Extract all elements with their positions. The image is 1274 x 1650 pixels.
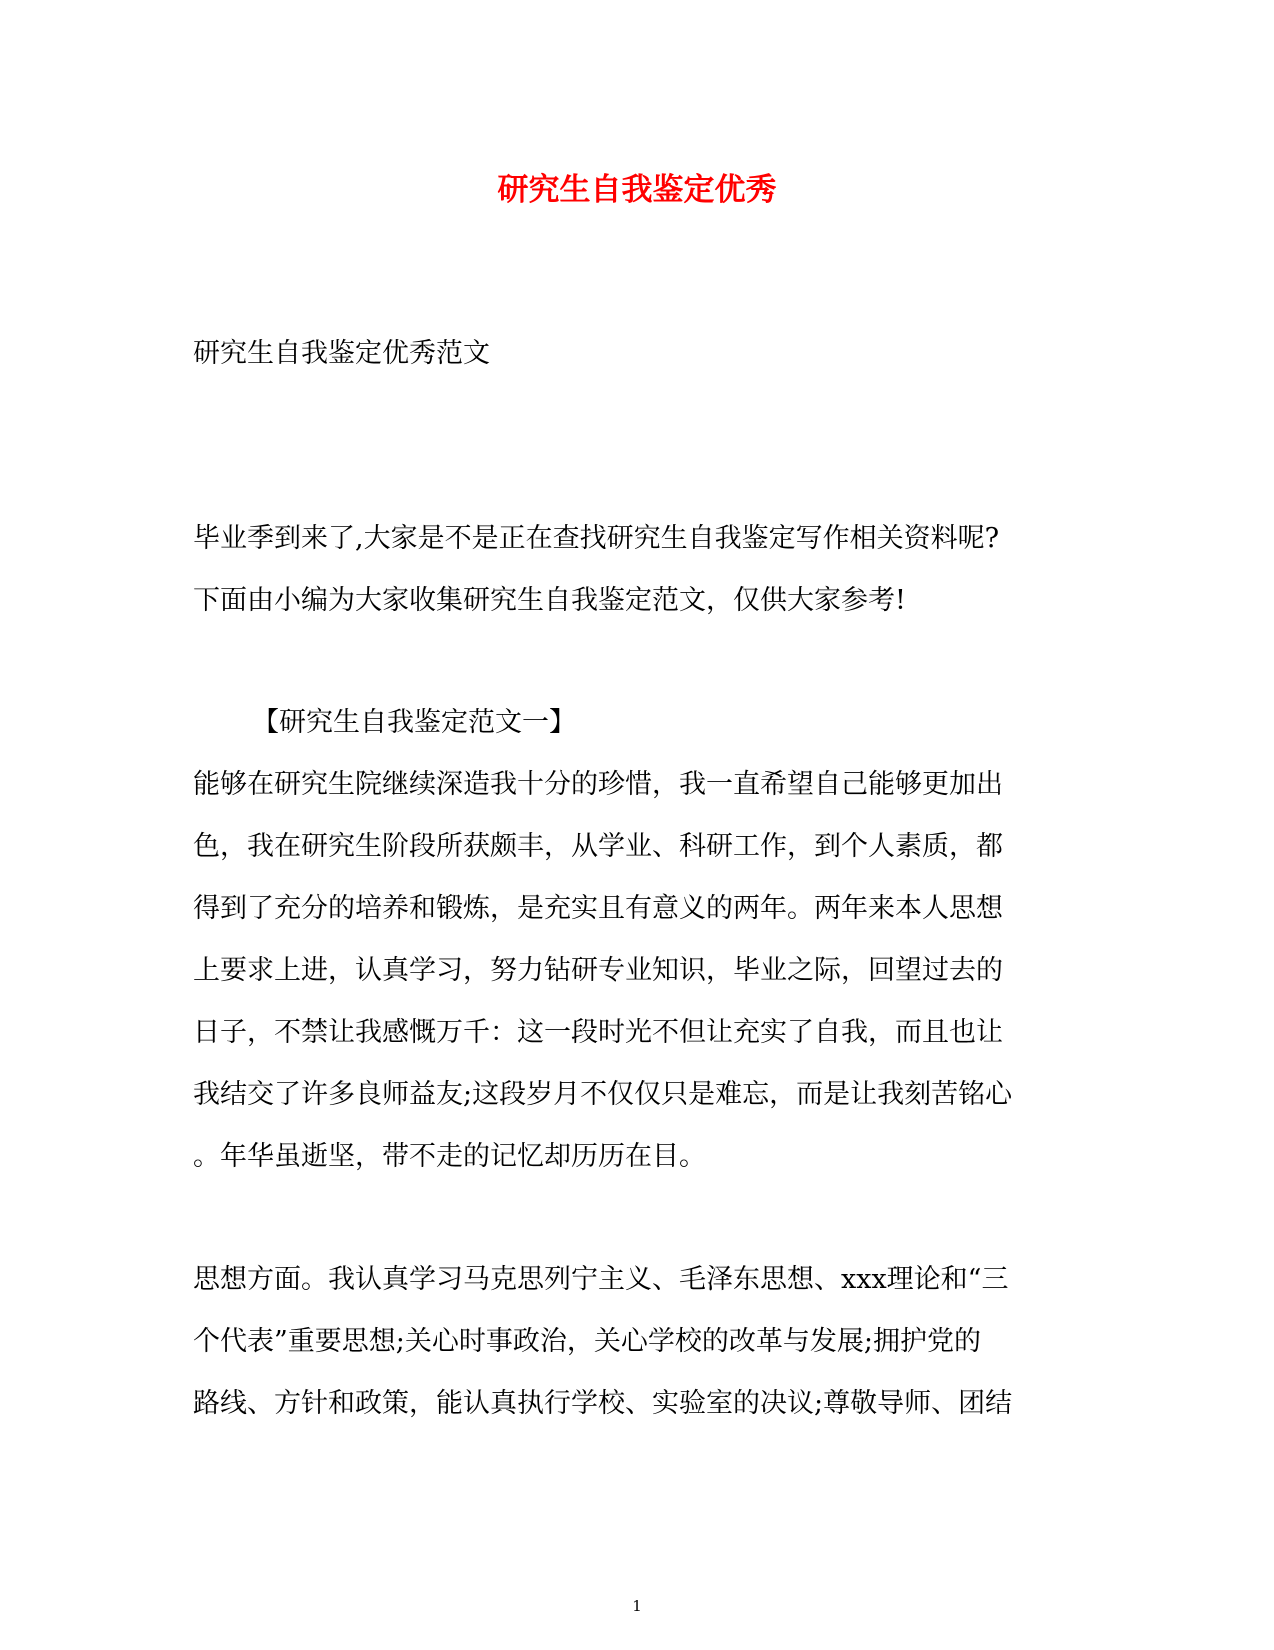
paragraph-line: 上要求上进，认真学习，努力钻研专业知识，毕业之际，回望过去的	[193, 955, 1003, 986]
paragraph-line: 色，我在研究生阶段所获颇丰，从学业、科研工作，到个人素质，都	[193, 831, 1003, 862]
paragraph-line: 个代表”重要思想;关心时事政治，关心学校的改革与发展;拥护党的	[193, 1326, 981, 1357]
paragraph-line: 得到了充分的培养和锻炼，是充实且有意义的两年。两年来本人思想	[193, 893, 1003, 924]
paragraph-line: 思想方面。我认真学习马克思列宁主义、毛泽东思想、xxx理论和“三	[193, 1264, 1009, 1295]
section-heading: 【研究生自我鉴定范文一】	[252, 707, 576, 738]
paragraph-line: 。年华虽逝坚，带不走的记忆却历历在目。	[193, 1141, 706, 1172]
paragraph-line: 日子，不禁让我感慨万千：这一段时光不但让充实了自我，而且也让	[193, 1017, 1003, 1048]
subtitle: 研究生自我鉴定优秀范文	[193, 338, 490, 369]
intro-line: 下面由小编为大家收集研究生自我鉴定范文，仅供大家参考!	[193, 585, 906, 616]
document-title: 研究生自我鉴定优秀	[497, 172, 777, 208]
paragraph-line: 路线、方针和政策，能认真执行学校、实验室的决议;尊敬导师、团结	[193, 1388, 1013, 1419]
intro-line: 毕业季到来了,大家是不是正在查找研究生自我鉴定写作相关资料呢?	[193, 523, 1000, 554]
paragraph-line: 我结交了许多良师益友;这段岁月不仅仅只是难忘，而是让我刻苦铭心	[193, 1079, 1013, 1110]
page-number: 1	[632, 1597, 642, 1615]
paragraph-line: 能够在研究生院继续深造我十分的珍惜，我一直希望自己能够更加出	[193, 769, 1003, 800]
